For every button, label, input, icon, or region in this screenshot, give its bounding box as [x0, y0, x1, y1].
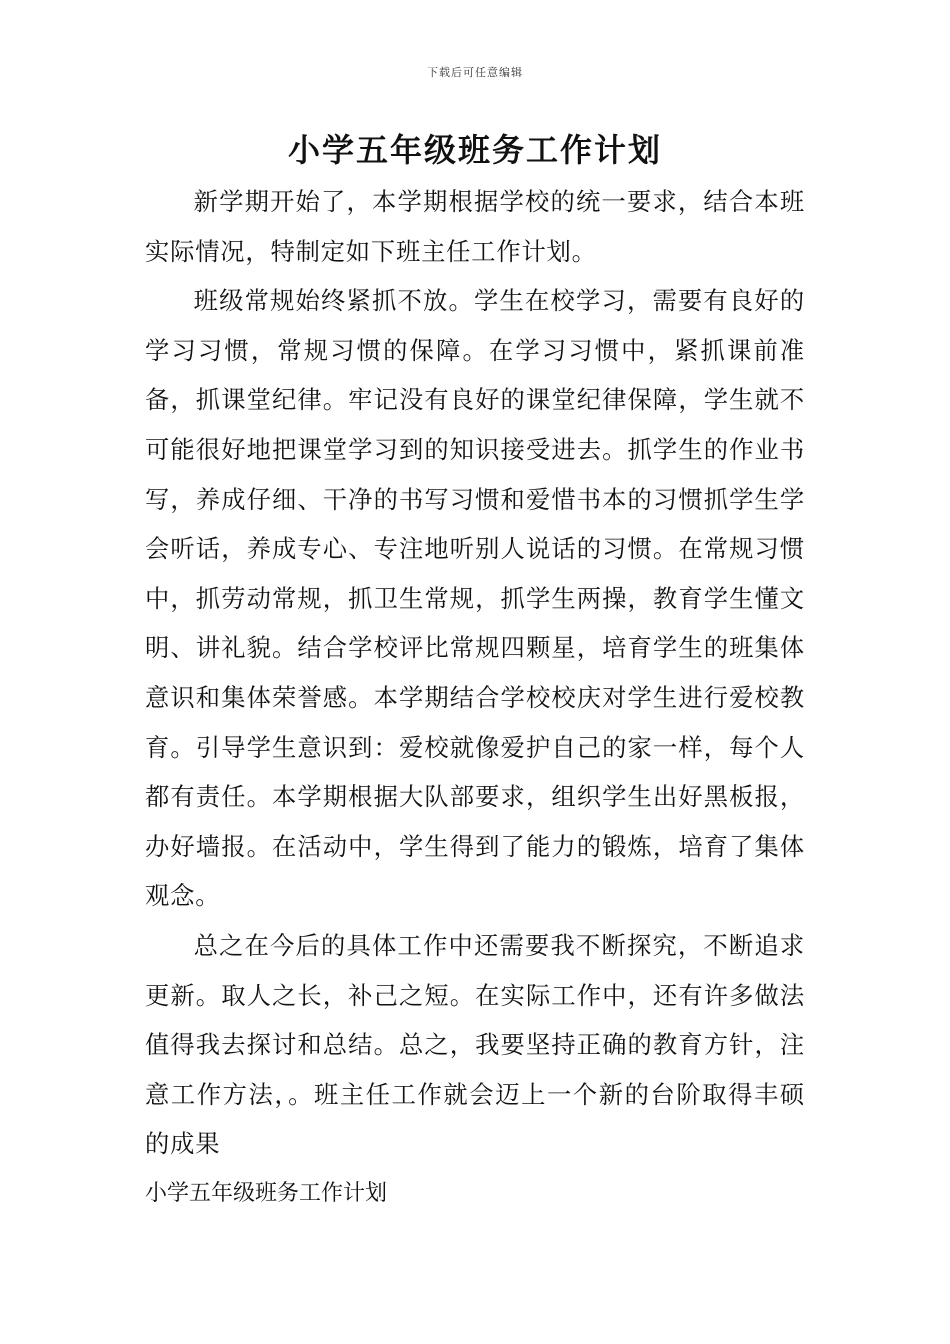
- paragraph-summary: 总之在今后的具体工作中还需要我不断探究，不断追求更新。取人之长，补己之短。在实际工作中，还有许多做法值得我去探讨和总结。总之，我要坚持正确的教育方针，注意工作方法，。班主任工作就会迈上一个新的台阶取得丰硕的成果: [145, 930, 805, 1159]
- paragraph-routine: 班级常规始终紧抓不放。学生在校学习，需要有良好的学习习惯，常规习惯的保障。在学习习惯中，紧抓课前准备，抓课堂纪律。牢记没有良好的课堂纪律保障，学生就不可能很好地把课堂学习到的知识接受进去。抓学生的作业书写，养成仔细、干净的书写习惯和爱惜书本的习惯抓学生学会听话，养成专心、专注地听别人说话的习惯。在常规习惯中，抓劳动常规，抓卫生常规，抓学生两操，教育学生懂文明、讲礼貌。结合学校评比常规四颗星，培育学生的班集体意识和集体荣誉感。本学期结合学校校庆对学生进行爱校教育。引导学生意识到：爱校就像爱护自己的家一样，每个人都有责任。本学期根据大队部要求，组织学生出好黑板报，办好墙报。在活动中，学生得到了能力的锻炼，培育了集体观念。: [145, 286, 805, 911]
- document-body: [145, 177, 805, 1169]
- footer-title: 小学五年级班务工作计划: [145, 1181, 388, 1206]
- paragraph-intro: 新学期开始了，本学期根据学校的统一要求，结合本班实际情况，特制定如下班主任工作计划。: [145, 187, 805, 266]
- header-note: 下载后可任意编辑: [427, 66, 523, 79]
- document-title: 小学五年级班务工作计划: [287, 131, 662, 169]
